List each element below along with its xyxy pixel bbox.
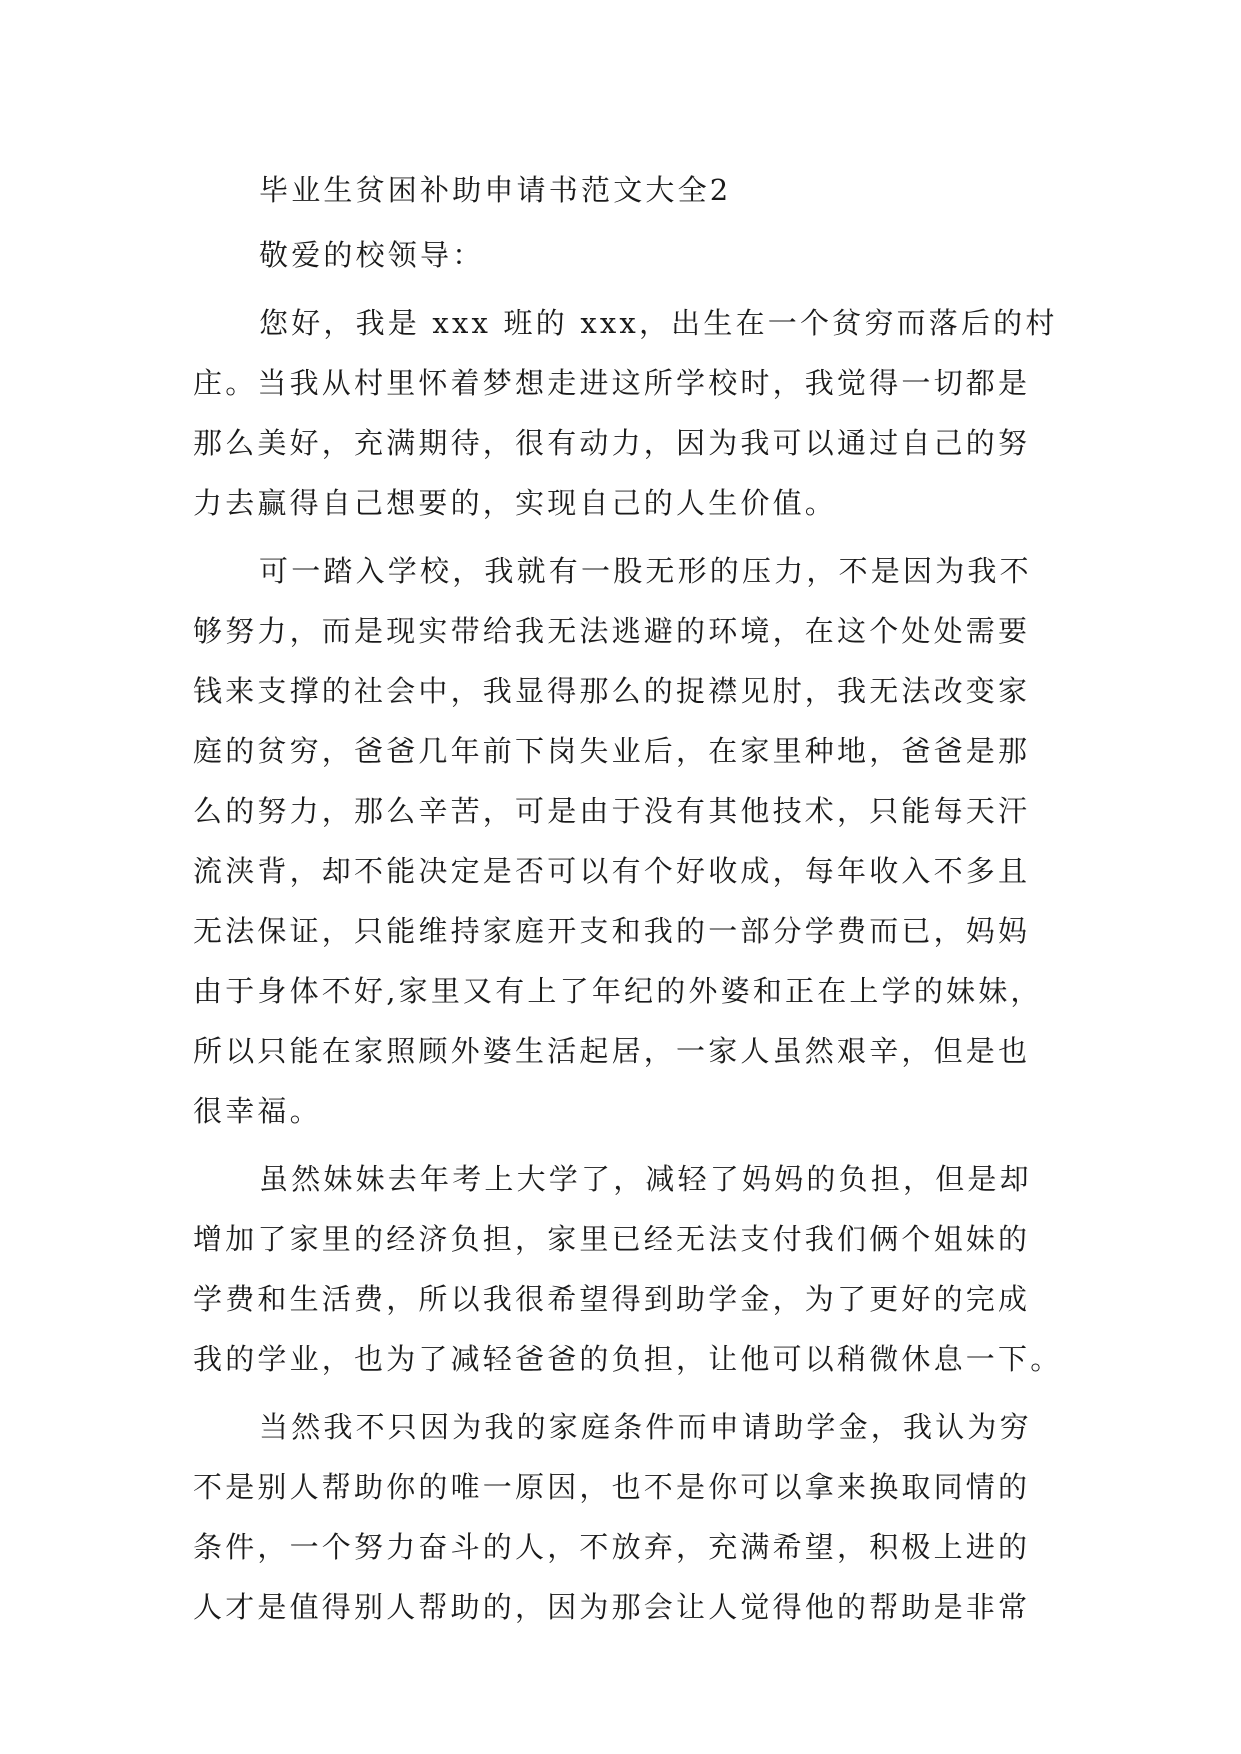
paragraph-line: 么的努力，那么辛苦，可是由于没有其他技术，只能每天汗 <box>193 794 1031 828</box>
paragraph-line: 庭的贫穷，爸爸几年前下岗失业后，在家里种地，爸爸是那 <box>193 734 1031 768</box>
paragraph-reasons <box>193 1397 1053 1637</box>
document-body <box>193 160 1063 1645</box>
paragraph-line: 条件，一个努力奋斗的人，不放弃，充满希望，积极上进的 <box>193 1530 1031 1564</box>
paragraph-family-situation <box>193 541 1053 1141</box>
paragraph-line: 我的学业，也为了减轻爸爸的负担，让他可以稍微休息一下。 <box>193 1342 1063 1376</box>
document-heading: 毕业生贫困补助申请书范文大全2 <box>259 173 732 207</box>
paragraph-line: 流浃背，却不能决定是否可以有个好收成，每年收入不多且 <box>193 854 1031 888</box>
paragraph-line: 无法保证，只能维持家庭开支和我的一部分学费而已，妈妈 <box>193 914 1031 948</box>
paragraph-line: 当然我不只因为我的家庭条件而申请助学金，我认为穷 <box>259 1410 1032 1444</box>
paragraph-line: 增加了家里的经济负担，家里已经无法支付我们俩个姐妹的 <box>193 1222 1031 1256</box>
paragraph-line: 可一踏入学校，我就有一股无形的压力，不是因为我不 <box>259 554 1032 588</box>
paragraph-line: 您好，我是 xxx 班的 xxx，出生在一个贫穷而落后的村 <box>259 306 1058 340</box>
paragraph-line: 钱来支撑的社会中，我显得那么的捉襟见肘，我无法改变家 <box>193 674 1031 708</box>
paragraph-line: 那么美好，充满期待，很有动力，因为我可以通过自己的努 <box>193 426 1031 460</box>
paragraph-line: 不是别人帮助你的唯一原因，也不是你可以拿来换取同情的 <box>193 1470 1031 1504</box>
paragraph-line: 所以只能在家照顾外婆生活起居，一家人虽然艰辛，但是也 <box>193 1034 1031 1068</box>
paragraph-line: 学费和生活费，所以我很希望得到助学金，为了更好的完成 <box>193 1282 1031 1316</box>
paragraph-line: 庄。当我从村里怀着梦想走进这所学校时，我觉得一切都是 <box>193 366 1031 400</box>
paragraph-line: 够努力，而是现实带给我无法逃避的环境，在这个处处需要 <box>193 614 1031 648</box>
paragraph-financial-burden <box>193 1149 1063 1389</box>
paragraph-line: 虽然妹妹去年考上大学了，减轻了妈妈的负担，但是却 <box>259 1162 1032 1196</box>
paragraph-line: 很幸福。 <box>193 1094 322 1128</box>
paragraph-line: 力去赢得自己想要的，实现自己的人生价值。 <box>193 486 838 520</box>
salutation: 敬爱的校领导： <box>259 238 485 272</box>
paragraph-line: 人才是值得别人帮助的，因为那会让人觉得他的帮助是非常 <box>193 1590 1031 1624</box>
paragraph-greeting <box>193 293 1058 533</box>
paragraph-line: 由于身体不好,家里又有上了年纪的外婆和正在上学的妹妹， <box>193 974 1043 1008</box>
